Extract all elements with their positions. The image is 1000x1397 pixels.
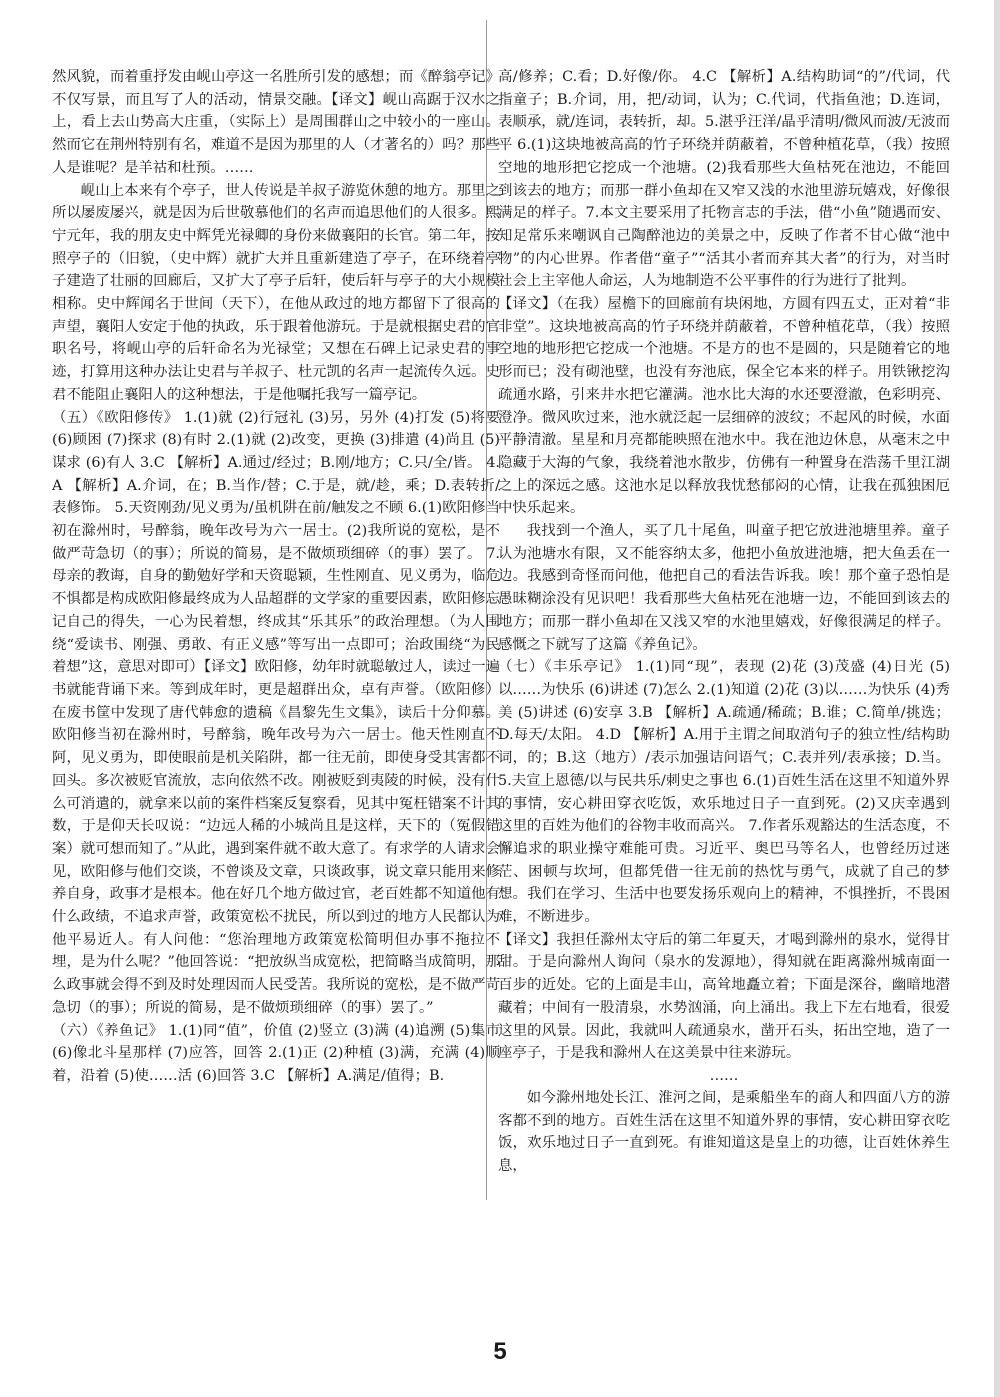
paragraph: 然风貌，而着重抒发由岘山亭这一名胜所引发的感想；而《醉翁亭记》不仅写景，而且写了人的活动，情景交融。【译文】岘山高踞于汉水之上，看上去山势高大庄重，（实际上）是周围群山之中较小的一座山。然而它在荆州特别有名，难道不是因为那里的人（才著名的）吗？那些人是谁呢？是羊祜和杜预。…… — [52, 69, 500, 176]
paragraph: （七）《丰乐亭记》 1.(1)同“现”，表现 (2)花 (3)茂盛 (4)日光 (5)以……为快乐 (6)讲述 (7)怎么 2.(1)知道 (2)花 (3)以……为快乐 (4)秀美 (5)讲述 (6)安享 3.B 【解析】A.疏通/稀疏；B.谁；C.简单/挑选；D.每天/太阳。 4.D 【解析】A.用于主谓之间取消句子的独立性/结构助词，的；B.这（地方）/表示加强诘问语气；C.表并列/表承接；D.当。 5.夫宣上恩德/以与民共乐/刺史之事也 6.(1)百姓生活在这里不知道外界的事情，安心耕田穿衣吃饭，欢乐地过日子一直到死。(2)又庆幸遇到这里的百姓为他们的谷物丰收而高兴。 7.作者乐观豁达的生活态度，不懈追求的职业操守难能可贵。习近平、奥巴马等名人，也曾经历过迷茫、困顿与坎坷，但都凭借一往无前的热忱与勇气，成就了自己的梦想。我们在学习、生活中也要发扬乐观向上的精神，不惧挫折，不畏困难，不断进步。 — [498, 659, 950, 926]
paragraph: 我找到一个渔人，买了几十尾鱼，叫童子把它放进池塘里养。童子认为池塘水有限，又不能容纳太多，他把小鱼放进池塘，把大鱼丢在一边。我感到奇怪而问他，他把自己的看法告诉我。唉！那个童子恐怕是愚昧糊涂没有见识吧！我看那些大鱼枯死在池塘一边，不能回到该去的地方；而那一群小鱼却在又浅又窄的水池里嬉戏，好像很满足的样子。感慨之下就写了这篇《养鱼记》。 — [498, 523, 950, 653]
paragraph: 【译文】（在我）屋檐下的回廊前有块闲地，方圆有四五丈，正对着“非非堂”。这块地被高高的竹子环绕并荫蔽着，不曾种植花草，（我）按照空地的地形把它挖成一个池塘。不是方的也不是圆的，只是随着它的地形而已；没有砌池壁，也没有夯池底，保全它本来的样子。用铁锹挖沟疏通水路，引来井水把它灌满。池水比大海的水还要澄澈，色彩明亮、澄净。微风吹过来，池水就泛起一层细碎的波纹；不起风的时候，水面平静清澈。星星和月亮都能映照在池水中。我在池边休息，从毫末之中隐藏于大海的气象，我绕着池水散步，仿佛有一种置身在浩荡千里江湖之上的深远之感。这池水足以释放我忧愁郁闷的心情，让我在孤独困厄中快乐起来。 — [498, 296, 950, 517]
ellipsis-line: …… — [709, 1067, 739, 1084]
paragraph: 高/修养；C.看；D.好像/你。 4.C 【解析】A.结构助词“的”/代词，代指童子；B.介词，用，把/动词，认为；C.代词，代指鱼池；D.连词，表顺承，就/连词，表转折，却。5.湛乎汪洋/晶乎清明/微风而波/无波而平 6.(1)这块地被高高的竹子环绕并荫蔽着，不曾种植花草，（我）按照空地的地形把它挖成一个池塘。(2)我看那些大鱼枯死在池边，不能回到该去的地方；而那一群小鱼却在又窄又浅的水池里游玩嬉戏，好像很满足的样子。7.本文主要采用了托物言志的手法，借“小鱼”随遇而安、知足常乐来嘲讽自己陶醉池边的美景之中，反映了作者不甘心做“池中物”的内心世界。作者借“童子”“活其小者而弃其大者”的行为，对当时社会上主宰他人命运，人为地制造不公平事件的行为进行了批判。 — [498, 69, 950, 290]
scan-edge — [994, 0, 1000, 1397]
page-number: 5 — [493, 1338, 507, 1365]
left-column — [52, 66, 500, 1088]
paragraph: 如今滁州地处长江、淮河之间，是乘船坐车的商人和四面八方的游客都不到的地方。百姓生活在这里不知道外界的事情，安心耕田穿衣吃饭，欢乐地过日子一直到死。有谁知道这是皇上的功德，让百姓休养生息， — [498, 1089, 950, 1175]
paragraph: 【译文】我担任滁州太守后的第二年夏天，才喝到滁州的泉水，觉得甘甜。于是向滁州人询问（泉水的发源地），得知就在距离滁州城南面一百步的近处。它的上面是丰山，高耸地矗立着；下面是深谷，幽暗地潜藏着；中间有一股清泉，水势汹涌，向上涌出。我上下左右地看，很爱这里的风景。因此，我就叫人疏通泉水，凿开石头，拓出空地，造了一座亭子，于是我和滁州人在这美景中往来游玩。 — [498, 931, 950, 1062]
paragraph: （五）《欧阳修传》 1.(1)就 (2)行冠礼 (3)另，另外 (4)打发 (5)将要 (6)顾困 (7)探求 (8)有时 2.(1)就 (2)改变，更换 (3)排遣 (4)尚且 (5)谋求 (6)有人 3.C 【解析】A.通过/经过；B.刚/地方；C.只/全/皆。 4.A 【解析】A.介词，在；B.当作/替；C.于是，就/趁，乘；D.表转折/表修饰。 5.天资刚劲/见义勇为/虽机阱在前/触发之不顾 6.(1)欧阳修当初在滁州时，号醉翁，晚年改号为六一居士。(2)我所说的宽松，是不做严苛急切（的事）；所说的简易，是不做烦琐细碎（的事）罢了。 7.母亲的教诲，自身的勤勉好学和天资聪颖，生性刚直、见义勇为，临危不惧都是构成欧阳修最终成为人品超群的文学家的重要因素，欧阳修忘记自己的得失，一心为民着想，终成其“乐其乐”的政治理想。（为人围绕“爱读书、刚强、勇敢、有正义感”等写出一点即可；治政围绕“为民着想”这，意思对即可）【译文】欧阳修，幼年时就聪敏过人，读过一遍书就能背诵下来。等到成年时，更是超群出众，卓有声誉。（欧阳修）在废书筐中发现了唐代韩愈的遗稿《昌黎先生文集》，读后十分仰慕。欧阳修当初在滁州时，号醉翁，晚年改号为六一居士。他天性刚直不阿，见义勇为，即使眼前是机关陷阱，都一往无前，即使身受其害都不回头。多次被贬官流放，志向依然不改。刚被贬到夷陵的时候，没有什么可消遣的，就拿来以前的案件档案反复察看，见其中冤枉错案不计其数，于是仰天长叹说：“边远人稀的小城尚且是这样，天下的（冤假错案）就可想而知了。”从此，遇到案件就不敢大意了。有求学的人请求会见，欧阳修与他们交谈，不曾谈及文章，只谈政事，说文章只能用来修养自身，政事才是根本。他在好几个地方做过官，老百姓都不知道他有什么政绩，不追求声誉，政策宽松不扰民，所以到过的地方人民都认为他平易近人。有人问他：“您治理地方政策宽松简明但办事不拖拉不埋，是为什么呢？”他回答说：“把放纵当成宽松，把简略当成简明，那么政事就会得不到及时处理因而人民受苦。我所说的宽松，是不做严苛急切（的事）；所说的简易，是不做烦琐细碎（的事）罢了。” — [52, 409, 500, 1016]
right-column — [498, 66, 950, 1178]
paragraph: 岘山上本来有个亭子，世人传说是羊叔子游览休憩的地方。那里之所以屡废屡兴，就是因为后世敬慕他们的名声而追思他们的人很多。熙宁元年，我的朋友史中辉凭光禄卿的身份来做襄阳的长官。第二年，按照亭子的（旧貌，（史中辉）就扩大并且重新建造了亭子，在环绕着亭子建造了壮丽的回廊后，又扩大了亭子后轩，使后轩与亭子的大小规模相称。史中辉闻名于世间（天下），在他从政过的地方都留下了很高的声望，襄阳人安定于他的执政，乐于跟着他游玩。于是就根据史君的官职名号，将岘山亭的后轩命名为光禄堂；又想在石碑上记录史君的事迹，打算用这种办法让史君与羊叔子、杜元凯的名声一起流传久远。史君不能阻止襄阳人的这种想法，于是他嘱托我写一篇亭记。 — [52, 182, 500, 403]
paragraph: （六）《养鱼记》 1.(1)同“值”，价值 (2)竖立 (3)满 (4)追溯 (5)集市 (6)像北斗星那样 (7)应答，回答 2.(1)正 (2)种植 (3)满，充满 (4)顺着，沿着 (5)使……活 (6)回答 3.C 【解析】A.满足/值得；B. — [52, 1022, 500, 1084]
